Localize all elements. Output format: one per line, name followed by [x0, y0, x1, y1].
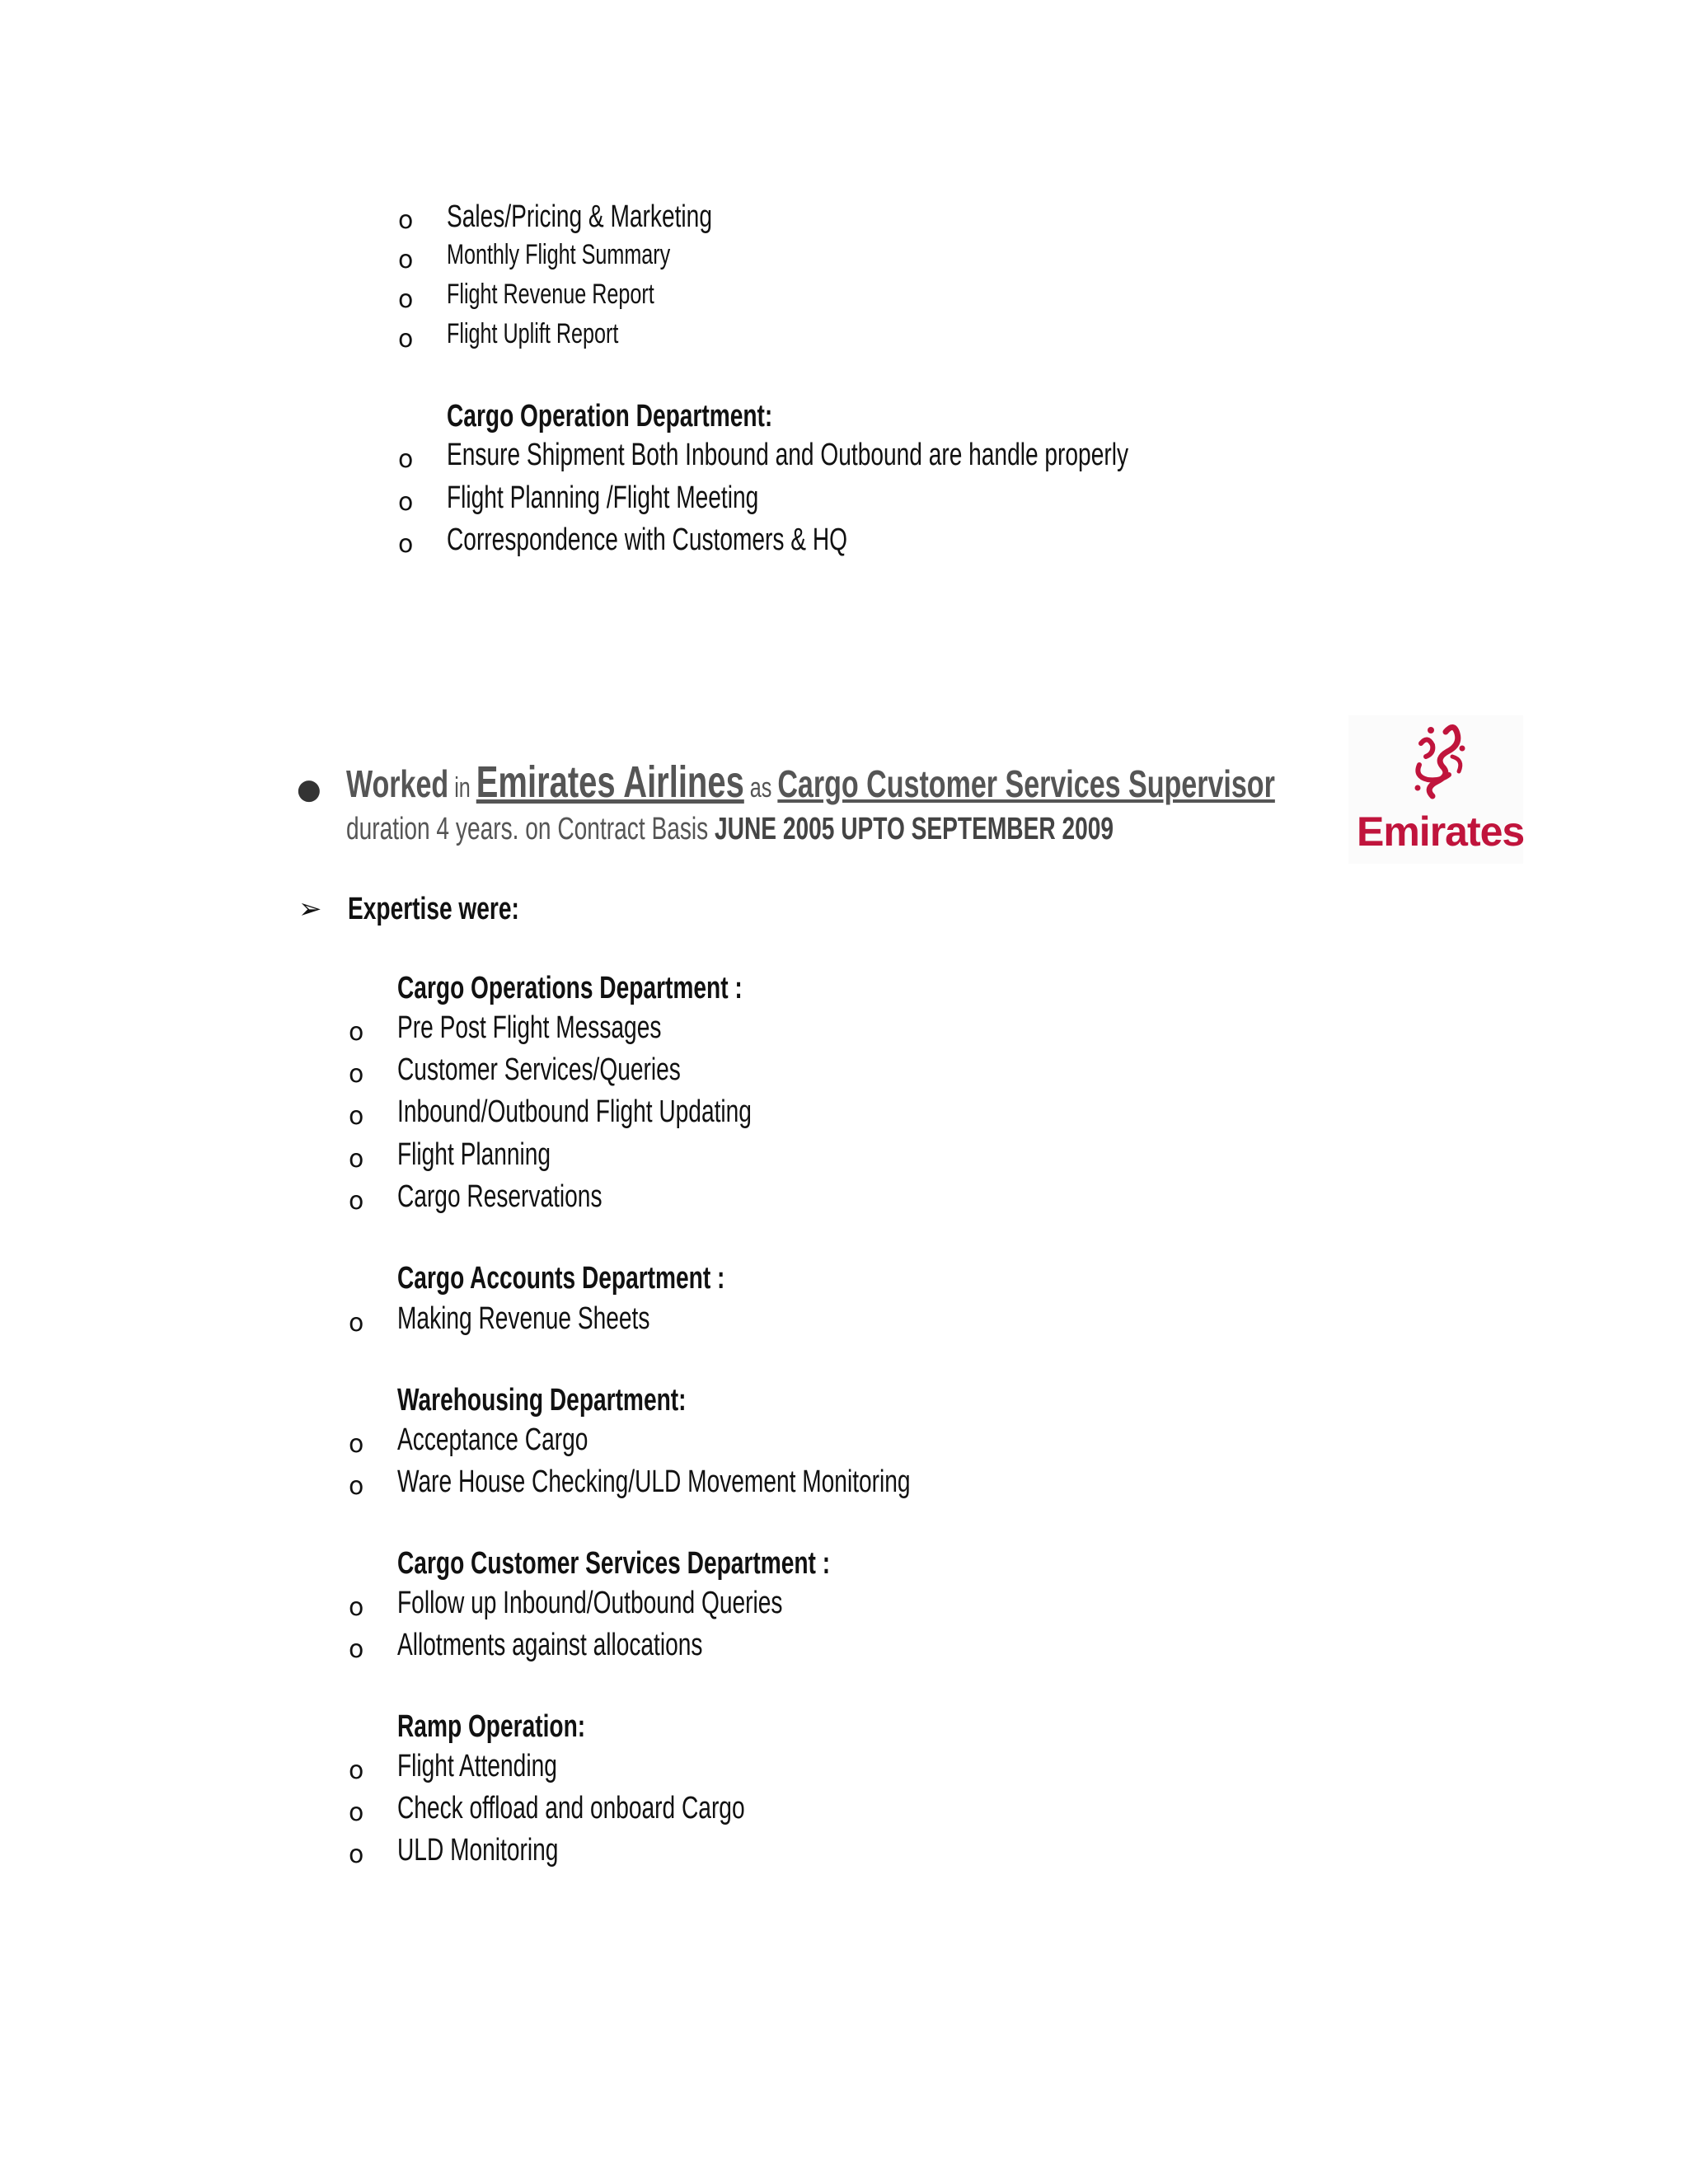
list-bullet: o	[398, 285, 414, 314]
list-item: Follow up Inbound/Outbound Queries	[397, 1586, 783, 1620]
list-bullet: o	[349, 1145, 364, 1174]
list-bullet: o	[398, 488, 414, 517]
section-heading: Cargo Operations Department :	[397, 971, 743, 1005]
list-bullet: o	[349, 1798, 364, 1827]
section-heading: Cargo Accounts Department :	[397, 1261, 725, 1296]
list-item: Allotments against allocations	[397, 1628, 703, 1662]
worked-label: Worked	[346, 762, 449, 805]
list-item: Inbound/Outbound Flight Updating	[397, 1094, 752, 1129]
list-bullet: o	[349, 1635, 364, 1664]
job-duration-line	[346, 812, 1383, 847]
list-item: Flight Uplift Report	[447, 318, 619, 349]
as-label: as	[743, 772, 778, 804]
list-bullet: o	[349, 1309, 364, 1338]
list-item: Sales/Pricing & Marketing	[447, 199, 712, 234]
section-heading: Ramp Operation:	[397, 1709, 586, 1744]
list-item: Flight Planning	[397, 1137, 551, 1172]
list-item: Making Revenue Sheets	[397, 1301, 650, 1336]
list-bullet: o	[349, 1430, 364, 1459]
list-bullet: o	[349, 1018, 364, 1047]
list-bullet: o	[398, 246, 414, 274]
list-bullet: o	[349, 1060, 364, 1089]
list-item: Correspondence with Customers & HQ	[447, 523, 848, 557]
list-item: Flight Attending	[397, 1749, 557, 1783]
in-label: in	[448, 772, 476, 804]
emirates-logo	[1348, 715, 1523, 864]
list-item: Ensure Shipment Both Inbound and Outbound are handle properly	[447, 438, 1129, 472]
list-bullet: o	[398, 206, 414, 235]
duration-text: duration 4 years. on Contract Basis	[346, 812, 715, 846]
expertise-heading: Expertise were:	[348, 892, 519, 926]
position-title: Cargo Customer Services Supervisor	[777, 762, 1275, 805]
logo-text: Emirates	[1357, 808, 1525, 855]
section-heading: Warehousing Department:	[397, 1383, 687, 1418]
list-item: Ware House Checking/ULD Movement Monitoring	[397, 1465, 911, 1499]
list-bullet: o	[349, 1593, 364, 1622]
list-item: Acceptance Cargo	[397, 1422, 588, 1457]
list-item: ULD Monitoring	[397, 1833, 559, 1868]
list-bullet: o	[398, 445, 414, 474]
list-bullet: o	[398, 325, 414, 354]
list-bullet: o	[349, 1756, 364, 1785]
list-bullet: o	[398, 530, 414, 559]
section-heading: Cargo Operation Department:	[447, 399, 773, 434]
list-bullet: o	[349, 1840, 364, 1869]
list-item: Cargo Reservations	[397, 1179, 603, 1214]
arrow-bullet-icon: ➢	[298, 893, 322, 926]
list-item: Flight Revenue Report	[447, 279, 654, 310]
section-heading: Cargo Customer Services Department :	[397, 1546, 831, 1581]
list-bullet: o	[349, 1102, 364, 1131]
job-bullet: ●	[297, 773, 321, 806]
list-item: Customer Services/Queries	[397, 1052, 681, 1087]
emirates-calligraphy-icon	[1348, 715, 1523, 814]
list-item: Check offload and onboard Cargo	[397, 1791, 745, 1825]
job-dates: JUNE 2005 UPTO SEPTEMBER 2009	[715, 812, 1114, 846]
list-bullet: o	[349, 1187, 364, 1216]
list-item: Flight Planning /Flight Meeting	[447, 480, 759, 515]
list-item: Monthly Flight Summary	[447, 239, 671, 270]
list-bullet: o	[349, 1472, 364, 1501]
company-name: Emirates Airlines	[476, 757, 744, 807]
list-item: Pre Post Flight Messages	[397, 1010, 662, 1045]
